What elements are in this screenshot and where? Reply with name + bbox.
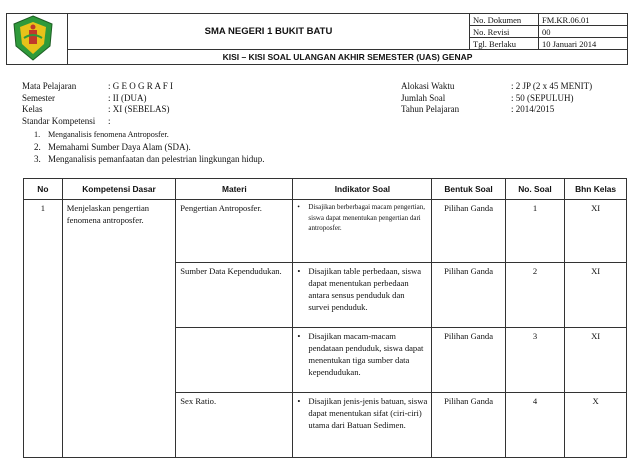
bullet-icon: •: [297, 266, 301, 276]
col-header: Kompetensi Dasar: [62, 179, 176, 200]
meta-value: 10 Januari 2014: [539, 38, 628, 50]
meta-label: Tgl. Berlaku: [470, 38, 539, 50]
kompetensi-item: 1. Menganalisis fenomena Antroposfer.: [34, 130, 169, 139]
no-soal-cell: 3: [505, 328, 564, 393]
document-header: [6, 13, 628, 65]
meta-value: 00: [539, 26, 628, 38]
materi-cell: [176, 328, 293, 393]
school-logo-icon: [10, 14, 56, 62]
kelas-cell: XI: [565, 328, 627, 393]
meta-value: FM.KR.06.01: [539, 14, 628, 26]
bentuk-soal-cell: Pilihan Ganda: [432, 328, 505, 393]
info-value: : XI (SEBELAS): [108, 104, 170, 114]
kompetensi-list: [22, 129, 264, 165]
document-subtitle: KISI – KISI SOAL ULANGAN AKHIR SEMESTER (UAS) GENAP: [68, 50, 628, 65]
info-value: :: [108, 115, 111, 126]
info-key: Tahun Pelajaran: [401, 104, 460, 114]
info-value: : 2014/2015: [511, 104, 555, 114]
kisi-table: [23, 178, 627, 458]
kompetensi-item: 2. Memahami Sumber Daya Alam (SDA).: [34, 142, 191, 152]
bentuk-soal-cell: Pilihan Ganda: [432, 200, 505, 263]
materi-cell: Sumber Data Kependudukan.: [176, 263, 293, 328]
bullet-icon: •: [297, 203, 300, 211]
bullet-icon: •: [297, 396, 301, 406]
info-value: : G E O G R A F I: [108, 81, 174, 91]
col-header: Indikator Soal: [293, 179, 432, 200]
info-value: : 50 (SEPULUH): [511, 92, 574, 103]
info-key: Mata Pelajaran: [22, 81, 77, 91]
no-soal-cell: 4: [505, 393, 564, 458]
kelas-cell: XI: [565, 200, 627, 263]
info-key: Alokasi Waktu: [401, 81, 455, 91]
bentuk-soal-cell: Pilihan Ganda: [432, 393, 505, 458]
info-key: Semester: [22, 92, 55, 103]
indikator-cell: • Disajikan jenis-jenis batuan, siswa dapat menentukan sifat (ciri-ciri) utama dari Batuan Sedimen.: [293, 393, 432, 458]
col-header: No: [24, 179, 63, 200]
kompetensi-dasar-cell: Menjelaskan pengertian fenomena antroposfer.: [62, 200, 176, 458]
col-header: Materi: [176, 179, 293, 200]
info-value: : 2 JP (2 x 45 MENIT): [511, 81, 593, 91]
meta-label: No. Revisi: [470, 26, 539, 38]
col-header: Bentuk Soal: [432, 179, 505, 200]
bentuk-soal-cell: Pilihan Ganda: [432, 263, 505, 328]
kelas-cell: X: [565, 393, 627, 458]
col-header: Bhn Kelas: [565, 179, 627, 200]
info-key: Standar Kompetensi: [22, 115, 96, 126]
materi-cell: Sex Ratio.: [176, 393, 293, 458]
indikator-cell: • Disajikan berberbagai macam pengertian, siswa dapat menentukan pengertian dari antroposfer.: [293, 200, 432, 263]
bullet-icon: •: [297, 331, 301, 341]
info-right: [401, 81, 592, 116]
indikator-cell: • Disajikan macam-macam pendataan penduduk, siswa dapat menentukan tiga sumber data kependudukan.: [293, 328, 432, 393]
no-soal-cell: 1: [505, 200, 564, 263]
info-left: [22, 81, 173, 127]
school-name: SMA NEGERI 1 BUKIT BATU: [68, 14, 470, 50]
row-number: 1: [24, 200, 63, 458]
info-key: Jumlah Soal: [401, 92, 446, 103]
meta-label: No. Dokumen: [470, 14, 539, 26]
indikator-cell: • Disajikan table perbedaan, siswa dapat menentukan perbedaan antara sensus penduduk dan survei penduduk.: [293, 263, 432, 328]
logo-cell: [7, 14, 68, 65]
kelas-cell: XI: [565, 263, 627, 328]
materi-cell: Pengertian Antroposfer.: [176, 200, 293, 263]
table-row: [24, 200, 627, 263]
col-header: No. Soal: [505, 179, 564, 200]
no-soal-cell: 2: [505, 263, 564, 328]
info-value: : II (DUA): [108, 92, 147, 103]
kompetensi-item: 3. Menganalisis pemanfaatan dan pelestrian lingkungan hidup.: [34, 154, 265, 164]
table-header-row: [24, 179, 627, 200]
info-key: Kelas: [22, 104, 43, 114]
